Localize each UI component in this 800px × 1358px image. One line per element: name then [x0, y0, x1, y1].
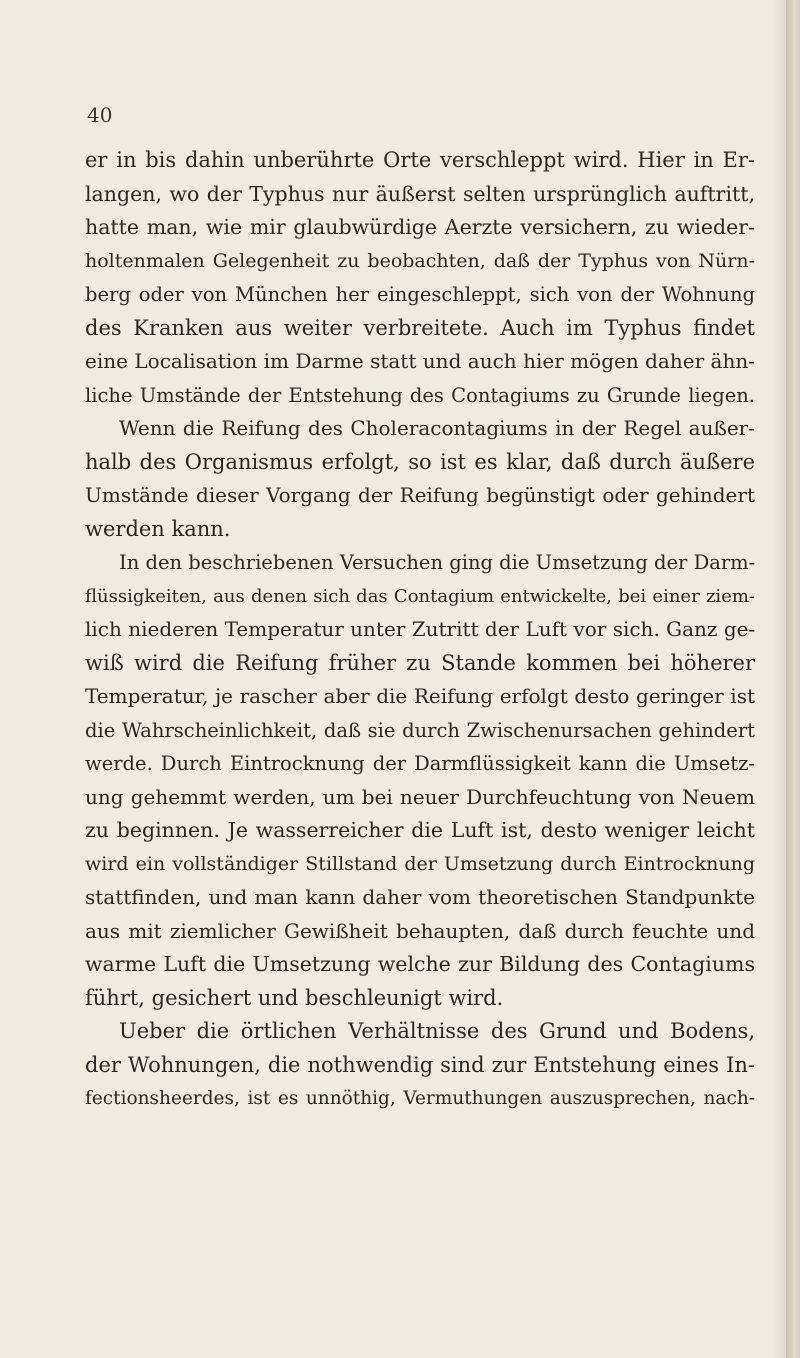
text-line: halb des Organismus erfolgt, so ist es klar, daß durch äußere [85, 449, 755, 474]
text-line: werden kann. [85, 516, 231, 541]
text-line: berg oder von München her eingeschleppt, sich von der Wohnung [85, 283, 755, 306]
text-line: er in bis dahin unberührte Orte verschleppt wird. Hier in Er- [85, 148, 755, 172]
page-number: 40 [87, 103, 113, 127]
text-line: wiß wird die Reifung früher zu Stande kommen bei höherer [85, 650, 755, 675]
text-line: Wenn die Reifung des Choleracontagiums in der Regel außer- [119, 416, 755, 440]
text-line: warme Luft die Umsetzung welche zur Bildung des Contagiums [85, 952, 755, 976]
text-line: die Wahrscheinlichkeit, daß sie durch Zwischenursachen gehindert [85, 718, 755, 742]
text-line: der Wohnungen, die nothwendig sind zur Entstehung eines In- [85, 1052, 755, 1077]
text-line: des Kranken aus weiter verbreitete. Auch im Typhus findet [85, 315, 755, 340]
text-line: Umstände dieser Vorgang der Reifung begünstigt oder gehindert [85, 483, 755, 507]
text-line: werde. Durch Eintrocknung der Darmflüssigkeit kann die Umsetz- [85, 752, 755, 775]
text-line: eine Localisation im Darme statt und auch hier mögen daher ähn- [85, 349, 755, 373]
text-line: langen, wo der Typhus nur äußerst selten ursprünglich auftritt, [85, 181, 755, 206]
text-line: ung gehemmt werden, um bei neuer Durchfeuchtung von Neuem [85, 784, 755, 809]
text-line: wird ein vollständiger Stillstand der Umsetzung durch Eintrocknung [85, 852, 755, 875]
page-fore-edge [786, 0, 800, 1358]
page-edge-shadow [772, 0, 786, 1358]
text-line: flüssigkeiten, aus denen sich das Contagium entwickelte, bei einer ziem- [85, 585, 755, 607]
text-line: Temperatur, je rascher aber die Reifung erfolgt desto geringer ist [85, 684, 755, 708]
text-line: Ueber die örtlichen Verhältnisse des Grund und Bodens, [119, 1019, 755, 1043]
text-line: In den beschriebenen Versuchen ging die Umsetzung der Darm- [119, 551, 755, 574]
text-line: führt, gesichert und beschleunigt wird. [85, 985, 504, 1010]
text-line: holtenmalen Gelegenheit zu beobachten, daß der Typhus von Nürn- [85, 249, 755, 272]
text-line: stattfinden, und man kann daher vom theoretischen Standpunkte [85, 885, 755, 909]
text-line: aus mit ziemlicher Gewißheit behaupten, daß durch feuchte und [85, 918, 755, 943]
text-line: zu beginnen. Je wasserreicher die Luft ist, desto weniger leicht [85, 818, 755, 842]
text-line: hatte man, wie mir glaubwürdige Aerzte versichern, zu wieder- [85, 215, 755, 239]
text-line: fectionsheerdes, ist es unnöthig, Vermuthungen auszusprechen, nach- [85, 1088, 755, 1109]
body-text [85, 144, 755, 1116]
text-line: liche Umstände der Entstehung des Contagiums zu Grunde liegen. [85, 383, 755, 407]
text-line: lich niederen Temperatur unter Zutritt der Luft vor sich. Ganz ge- [85, 617, 755, 641]
